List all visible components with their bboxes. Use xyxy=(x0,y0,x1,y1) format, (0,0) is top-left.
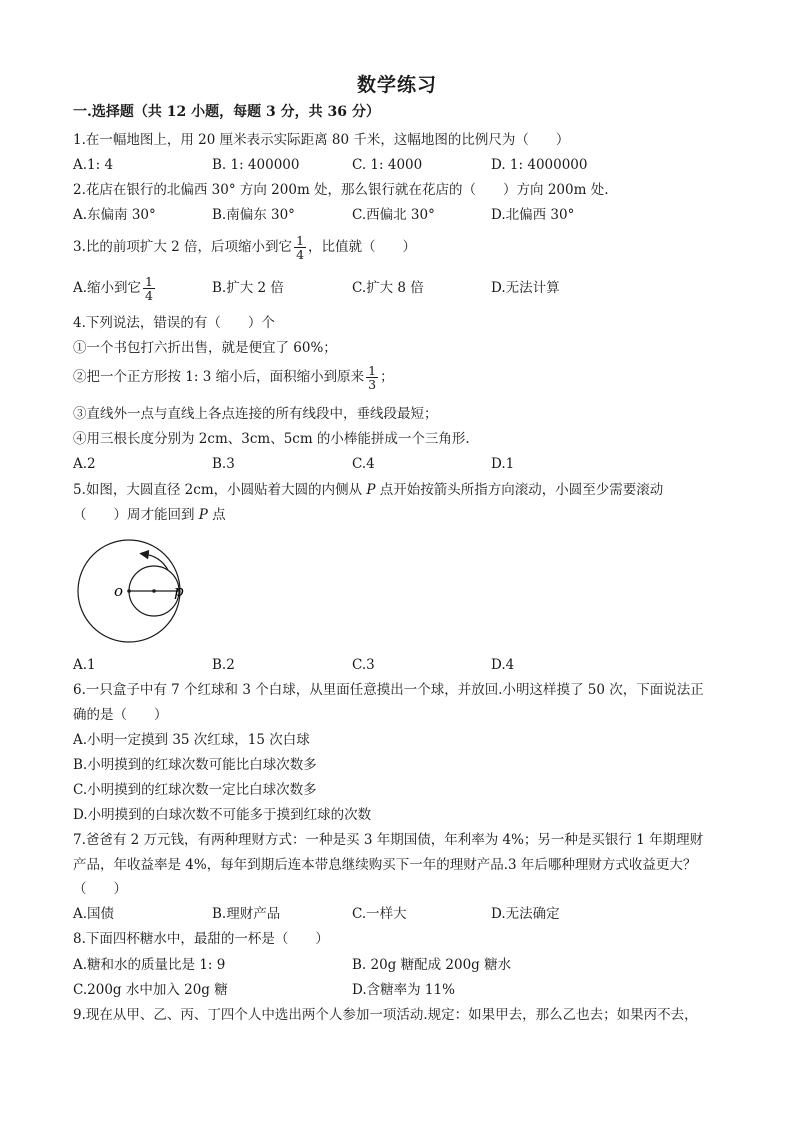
q4-statement-2 xyxy=(73,360,394,394)
q6-option-b: B.小明摸到的红球次数可能比白球次数多 xyxy=(73,757,317,773)
q7-option-c: C.一样大 xyxy=(352,906,407,922)
rolling-arrow-icon xyxy=(144,554,168,570)
circle-diagram xyxy=(72,536,192,648)
q5-point-p: P xyxy=(198,507,208,523)
q3-option-c: C.扩大 8 倍 xyxy=(352,280,424,296)
q7-option-a: A.国债 xyxy=(73,906,115,922)
question-2-stem: 2.花店在银行的北偏西 30° 方向 200m 处，那么银行就在花店的（ ）方向 200m 处. xyxy=(73,182,609,198)
q2-option-b: B.南偏东 30° xyxy=(212,207,295,223)
q3-option-d: D.无法计算 xyxy=(491,280,560,296)
question-7-stem-line-1: 7.爸爸有 2 万元钱，有两种理财方式：一种是买 3 年期国债，年利率为 4%；另一种是买银行 1 年期理财 xyxy=(73,832,704,848)
question-7-stem-line-3: （ ） xyxy=(73,881,127,897)
q4-statement-2-end: ； xyxy=(380,369,394,385)
q5-option-b: B.2 xyxy=(212,657,235,673)
q6-option-c: C.小明摸到的红球次数一定比白球次数多 xyxy=(73,782,317,798)
q1-option-b: B. 1: 400000 xyxy=(212,157,300,173)
q4-option-a: A.2 xyxy=(73,456,96,472)
q5-option-a: A.1 xyxy=(73,657,96,673)
q4-statement-1: ①一个书包打六折出售，就是便宜了 60%； xyxy=(73,340,337,356)
q5-point-p: P xyxy=(366,482,376,498)
fraction-numerator: 1 xyxy=(296,233,305,248)
question-5-stem-line-2 xyxy=(73,506,226,524)
fraction-numerator: 1 xyxy=(368,363,377,378)
center-o-dot xyxy=(127,589,131,593)
q5-option-d: D.4 xyxy=(491,657,515,673)
fraction-denominator: 4 xyxy=(296,247,305,262)
q5-option-c: C.3 xyxy=(352,657,375,673)
q5-stem-text-4: 点 xyxy=(207,507,226,523)
q8-option-c: C.200g 水中加入 20g 糖 xyxy=(73,982,228,998)
q1-option-a: A.1: 4 xyxy=(73,157,114,173)
question-6-stem-line-1: 6.一只盒子中有 7 个红球和 3 个白球，从里面任意摸出一个球，并放回.小明这样摸了 50 次，下面说法正 xyxy=(73,682,704,698)
q4-statement-4: ④用三根长度分别为 2cm、3cm、5cm 的小棒能拼成一个三角形. xyxy=(73,431,470,447)
q7-option-d: D.无法确定 xyxy=(491,906,560,922)
fraction-denominator: 4 xyxy=(145,288,153,303)
q4-option-c: C.4 xyxy=(352,456,375,472)
circle-figure xyxy=(72,536,192,648)
q2-option-d: D.北偏西 30° xyxy=(491,207,575,223)
q3-option-a-fraction xyxy=(143,275,155,302)
label-o: o xyxy=(114,582,124,600)
q6-option-a: A.小明一定摸到 35 次红球，15 次白球 xyxy=(73,732,310,748)
q1-option-c: C. 1: 4000 xyxy=(352,157,423,173)
q8-option-d: D.含糖率为 11% xyxy=(352,982,455,998)
question-8-stem: 8.下面四杯糖水中，最甜的一杯是（ ） xyxy=(73,931,329,947)
q4-statement-3: ③直线外一点与直线上各点连接的所有线段中，垂线段最短； xyxy=(73,406,438,422)
q1-option-d: D. 1: 4000000 xyxy=(491,157,588,173)
question-6-stem-line-2: 确的是（ ） xyxy=(73,707,168,723)
q3-option-a-text: A.缩小到它 xyxy=(73,280,142,296)
q8-option-a: A.糖和水的质量比是 1: 9 xyxy=(73,957,226,973)
q8-option-b: B. 20g 糖配成 200g 糖水 xyxy=(352,957,512,973)
q5-stem-text-1: 5.如图，大圆直径 2cm，小圆贴着大圆的内侧从 xyxy=(73,482,367,498)
question-5-stem-line-1 xyxy=(73,481,663,499)
question-1-stem: 1.在一幅地图上，用 20 厘米表示实际距离 80 千米，这幅地图的比例尺为（ ） xyxy=(73,132,570,148)
page-title: 数学练习 xyxy=(356,74,437,96)
q3-option-a xyxy=(73,272,157,304)
label-p: p xyxy=(174,582,184,600)
question-9-stem: 9.现在从甲、乙、丙、丁四个人中选出两个人参加一项活动.规定：如果甲去，那么乙也去；如果丙不去， xyxy=(73,1007,698,1023)
small-center-dot xyxy=(152,589,156,593)
q4-option-b: B.3 xyxy=(212,456,235,472)
q2-option-a: A.东偏南 30° xyxy=(73,207,156,223)
q5-stem-text-2: 点开始按箭头所指方向滚动，小圆至少需要滚动 xyxy=(375,482,664,498)
q7-option-b: B.理财产品 xyxy=(212,906,281,922)
q4-statement-2-text: ②把一个正方形按 1: 3 缩小后，面积缩小到原来 xyxy=(73,369,365,385)
question-7-stem-line-2: 产品，年收益率是 4%，每年到期后连本带息继续购买下一年的理财产品.3 年后哪种理财方式收益更大？ xyxy=(73,857,697,873)
fraction-denominator: 3 xyxy=(368,377,377,392)
question-4-stem: 4.下列说法，错误的有（ ）个 xyxy=(73,315,275,331)
q3-fraction xyxy=(294,234,306,261)
question-3-stem xyxy=(73,232,416,262)
q3-option-b: B.扩大 2 倍 xyxy=(212,280,284,296)
q3-stem-part-1: 3.比的前项扩大 2 倍，后项缩小到它 xyxy=(73,239,293,255)
q4-option-d: D.1 xyxy=(491,456,515,472)
q6-option-d: D.小明摸到的白球次数不可能多于摸到红球的次数 xyxy=(73,807,372,823)
question-3-options xyxy=(73,272,753,306)
fraction-numerator: 1 xyxy=(145,274,153,289)
q2-option-c: C.西偏北 30° xyxy=(352,207,435,223)
q5-stem-text-3: （ ）周才能回到 xyxy=(73,507,199,523)
q4-fraction xyxy=(366,364,378,391)
section-heading: 一.选择题（共 12 小题，每题 3 分，共 36 分） xyxy=(73,104,380,120)
q3-stem-part-2: ，比值就（ ） xyxy=(308,239,417,255)
